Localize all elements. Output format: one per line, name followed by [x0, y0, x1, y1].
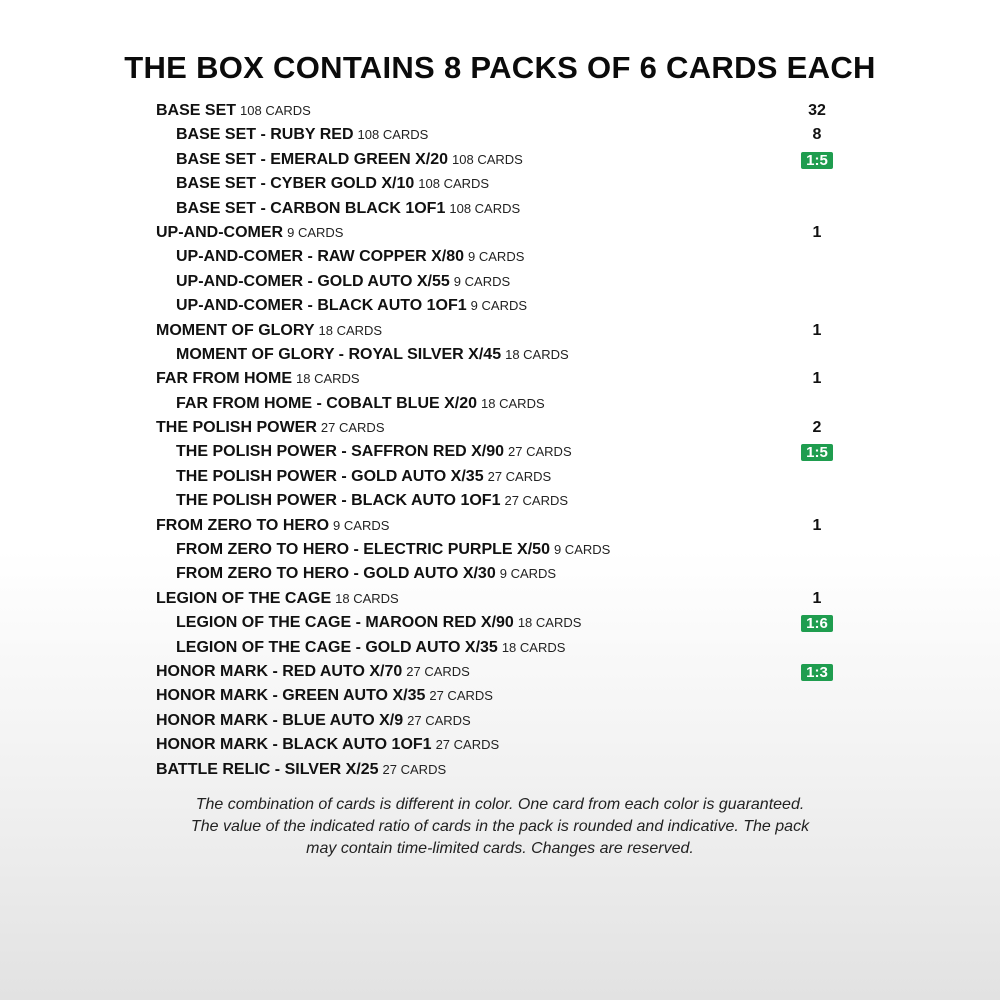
set-name: BASE SET - EMERALD GREEN X/20 — [176, 150, 449, 168]
row-label — [156, 175, 489, 192]
card-count: 9 CARDS — [453, 273, 511, 289]
card-count: 9 CARDS — [499, 566, 557, 582]
pack-quantity: 1 — [812, 370, 822, 388]
row-label — [156, 297, 527, 314]
row-label — [156, 395, 545, 412]
row-label — [156, 273, 510, 290]
card-set-row — [156, 99, 836, 123]
set-name: HONOR MARK - BLACK AUTO 1OF1 — [156, 736, 432, 754]
row-label — [156, 346, 569, 363]
ratio-badge: 1:5 — [801, 152, 833, 169]
ratio-badge: 1:6 — [801, 615, 833, 632]
set-name: UP-AND-COMER - BLACK AUTO 1OF1 — [176, 297, 467, 315]
card-count: 18 CARDS — [335, 590, 399, 606]
card-subset-row — [156, 148, 836, 172]
card-count: 27 CARDS — [504, 493, 569, 509]
card-count: 27 CARDS — [407, 712, 471, 728]
card-count: 27 CARDS — [406, 663, 470, 679]
card-count: 108 CARDS — [240, 103, 311, 118]
card-set-row — [156, 733, 836, 757]
row-label — [156, 761, 446, 778]
card-subset-row — [156, 440, 836, 464]
set-name: THE POLISH POWER — [156, 419, 317, 437]
card-subset-row — [156, 197, 836, 221]
row-label — [156, 492, 568, 509]
card-subset-row — [156, 538, 836, 562]
row-label — [156, 712, 471, 729]
card-count: 27 CARDS — [487, 468, 552, 484]
card-subset-row — [156, 562, 836, 586]
row-label — [156, 565, 556, 582]
note-line: The combination of cards is different in color. One card from each color is guaranteed. — [195, 796, 805, 813]
card-set-row — [156, 416, 836, 440]
row-label — [156, 102, 311, 119]
row-label — [156, 541, 610, 558]
card-set-row — [156, 758, 836, 782]
card-set-row — [156, 319, 836, 343]
set-name: BASE SET - CYBER GOLD X/10 — [176, 175, 415, 193]
card-set-row — [156, 367, 836, 391]
card-list — [156, 99, 836, 782]
row-label — [156, 517, 389, 534]
set-name: THE POLISH POWER - BLACK AUTO 1OF1 — [176, 492, 501, 510]
card-count: 27 CARDS — [429, 688, 493, 704]
card-subset-row — [156, 489, 836, 513]
card-set-row — [156, 587, 836, 611]
set-name: HONOR MARK - GREEN AUTO X/35 — [156, 687, 426, 705]
ratio-badge: 1:3 — [801, 664, 833, 681]
card-count: 108 CARDS — [357, 127, 429, 143]
disclaimer-note — [120, 794, 880, 860]
page-title: THE BOX CONTAINS 8 PACKS OF 6 CARDS EACH — [124, 50, 876, 85]
card-count: 9 CARDS — [468, 249, 525, 265]
set-name: UP-AND-COMER — [156, 223, 284, 241]
card-set-row — [156, 709, 836, 733]
row-label — [156, 639, 565, 656]
row-label — [156, 248, 524, 265]
card-count: 9 CARDS — [553, 542, 611, 558]
card-set-row — [156, 221, 836, 245]
card-subset-row — [156, 392, 836, 416]
row-label — [156, 370, 360, 387]
card-subset-row — [156, 123, 836, 147]
card-count: 27 CARDS — [435, 737, 500, 753]
card-count: 18 CARDS — [481, 395, 545, 411]
card-count: 108 CARDS — [449, 200, 521, 216]
card-count: 27 CARDS — [320, 420, 385, 436]
set-name: BASE SET — [156, 102, 237, 119]
row-label — [156, 590, 399, 607]
pack-quantity: 8 — [812, 126, 822, 144]
set-name: HONOR MARK - BLUE AUTO X/9 — [156, 711, 404, 729]
card-count: 27 CARDS — [508, 444, 572, 460]
card-subset-row — [156, 343, 836, 367]
set-name: UP-AND-COMER - GOLD AUTO X/55 — [176, 272, 450, 290]
row-label — [156, 736, 499, 753]
set-name: BASE SET - CARBON BLACK 1OF1 — [176, 199, 446, 217]
set-name: FROM ZERO TO HERO - ELECTRIC PURPLE X/50 — [176, 541, 550, 559]
card-count: 108 CARDS — [418, 176, 490, 192]
set-name: HONOR MARK - RED AUTO X/70 — [156, 662, 403, 680]
set-name: UP-AND-COMER - RAW COPPER X/80 — [176, 248, 465, 266]
pack-quantity: 1 — [812, 516, 822, 534]
set-name: THE POLISH POWER - SAFFRON RED X/90 — [176, 443, 505, 461]
card-count: 18 CARDS — [318, 322, 383, 338]
set-name: MOMENT OF GLORY — [156, 321, 315, 339]
card-count: 18 CARDS — [517, 615, 582, 631]
row-label — [156, 468, 551, 485]
set-name: LEGION OF THE CAGE - GOLD AUTO X/35 — [176, 638, 498, 656]
row-label — [156, 687, 493, 704]
card-count: 18 CARDS — [505, 346, 569, 362]
row-label — [156, 200, 520, 217]
pack-quantity: 32 — [808, 102, 826, 119]
set-name: LEGION OF THE CAGE - MAROON RED X/90 — [176, 614, 514, 632]
set-name: BASE SET - RUBY RED — [176, 126, 354, 144]
card-count: 9 CARDS — [333, 517, 390, 533]
row-label — [156, 663, 470, 680]
card-subset-row — [156, 636, 836, 660]
card-set-row — [156, 684, 836, 708]
set-name: FAR FROM HOME - COBALT BLUE X/20 — [176, 394, 478, 412]
card-subset-row — [156, 611, 836, 635]
set-name: BATTLE RELIC - SILVER X/25 — [156, 760, 379, 778]
card-subset-row — [156, 270, 836, 294]
pack-quantity: 1 — [812, 321, 822, 339]
card-subset-row — [156, 465, 836, 489]
card-subset-row — [156, 172, 836, 196]
card-count: 9 CARDS — [287, 224, 344, 240]
row-label — [156, 151, 523, 168]
row-label — [156, 126, 428, 143]
note-line: The value of the indicated ratio of cards in the pack is rounded and indicative. The pack — [190, 818, 810, 835]
card-count: 18 CARDS — [501, 639, 566, 655]
row-label — [156, 614, 581, 631]
card-subset-row — [156, 245, 836, 269]
set-name: FROM ZERO TO HERO — [156, 516, 330, 534]
pack-quantity: 1 — [812, 589, 822, 607]
set-name: THE POLISH POWER - GOLD AUTO X/35 — [176, 467, 484, 485]
row-label — [156, 419, 384, 436]
set-name: FROM ZERO TO HERO - GOLD AUTO X/30 — [176, 565, 496, 583]
card-count: 9 CARDS — [470, 298, 528, 314]
card-set-row — [156, 514, 836, 538]
set-name: MOMENT OF GLORY - ROYAL SILVER X/45 — [176, 345, 502, 363]
row-label — [156, 322, 382, 339]
set-name: FAR FROM HOME — [156, 370, 292, 388]
ratio-badge: 1:5 — [801, 444, 833, 461]
card-subset-row — [156, 294, 836, 318]
pack-quantity: 1 — [812, 223, 822, 241]
note-line: may contain time-limited cards. Changes are reserved. — [306, 840, 694, 857]
card-count: 18 CARDS — [296, 371, 360, 387]
card-count: 27 CARDS — [382, 761, 447, 777]
card-count: 108 CARDS — [452, 151, 523, 167]
set-name: LEGION OF THE CAGE — [156, 589, 332, 607]
row-label — [156, 224, 343, 241]
card-set-row — [156, 660, 836, 684]
row-label — [156, 443, 572, 460]
pack-quantity: 2 — [812, 419, 822, 437]
